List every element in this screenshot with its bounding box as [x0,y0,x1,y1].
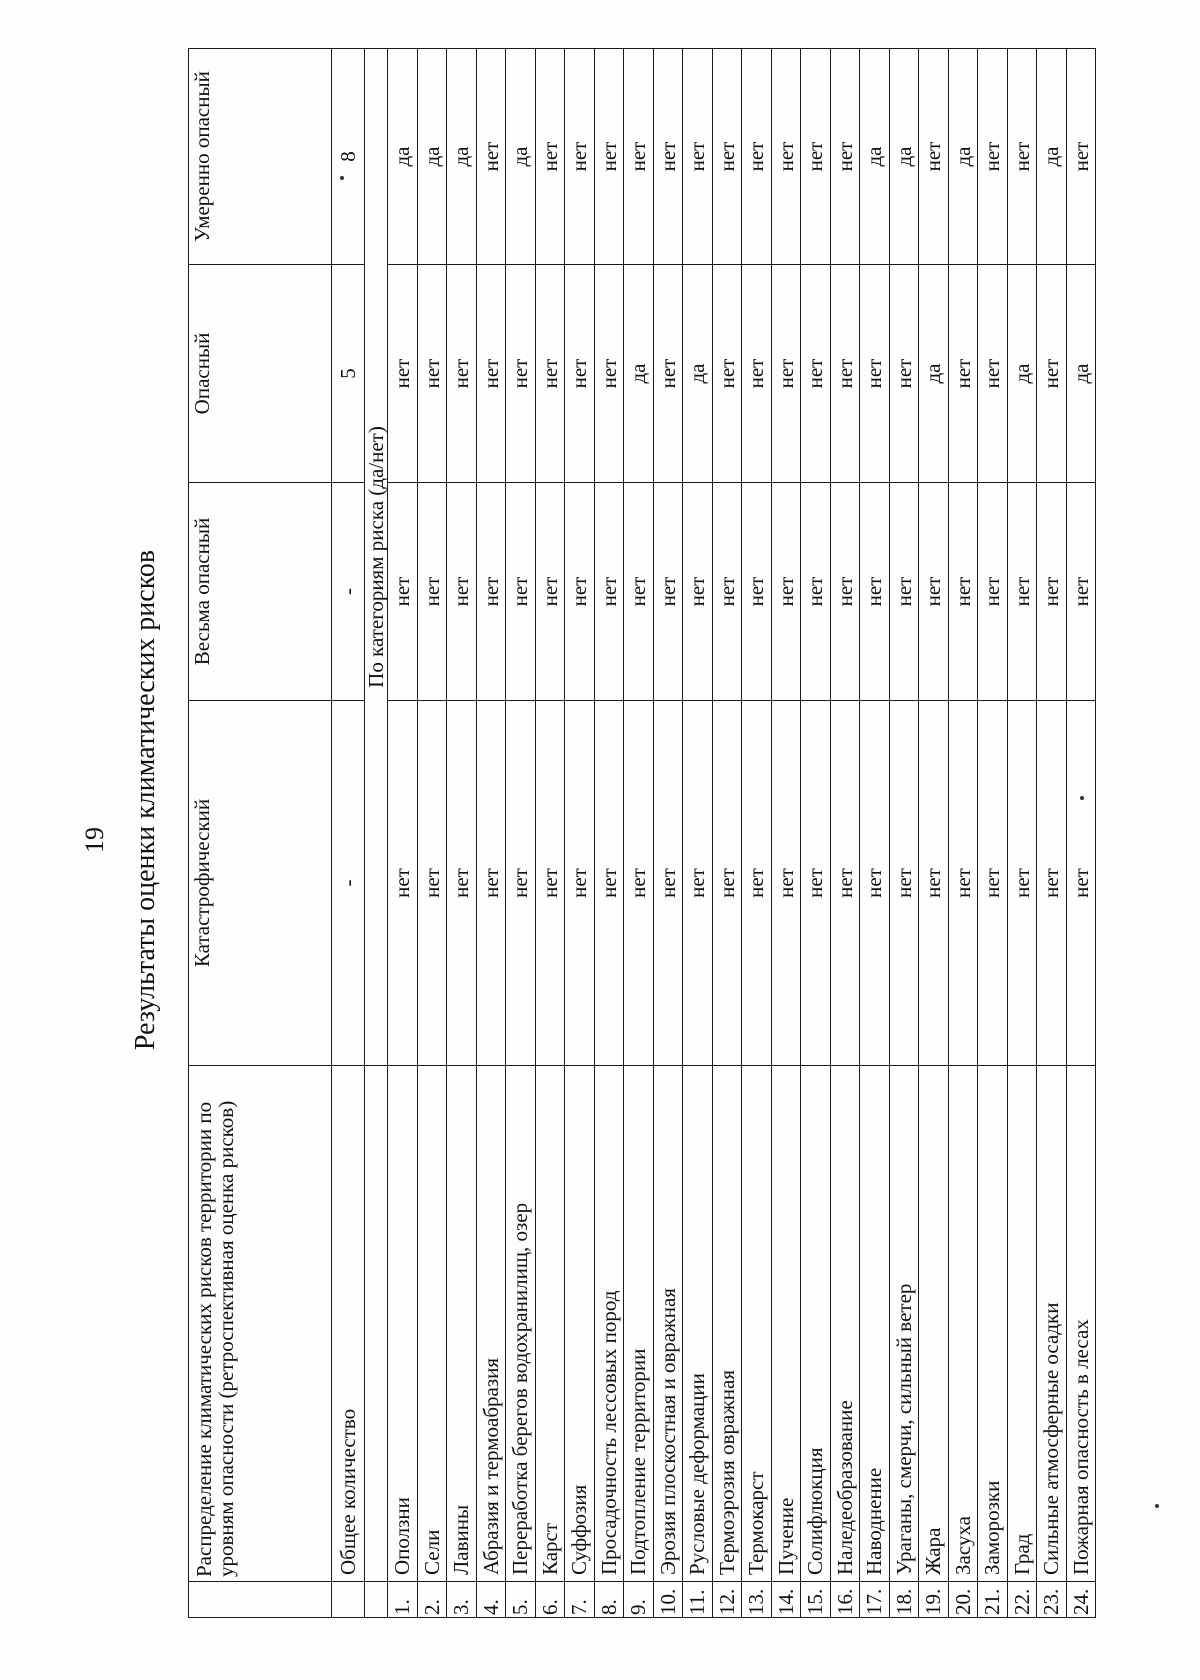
document-title: Результаты оценки климатических рисков [130,549,161,1051]
value-catastrophic: нет [624,701,654,1066]
value-moderately-dangerous: да [860,49,890,265]
value-dangerous: нет [565,265,595,483]
value-very-dangerous: нет [1007,483,1037,701]
section-label: По категориям риска (да/нет) [365,49,388,1066]
row-number: 17. [860,1582,890,1618]
row-number: 3. [447,1582,477,1618]
value-very-dangerous: нет [919,483,949,701]
row-number: 20. [948,1582,978,1618]
value-very-dangerous: нет [948,483,978,701]
row-number: 19. [919,1582,949,1618]
count-very-dangerous: - [332,483,365,701]
table-row [447,49,477,1618]
value-very-dangerous: нет [1066,483,1096,701]
value-very-dangerous: нет [978,483,1008,701]
count-moderately-dangerous: 8 [332,49,365,265]
risk-name: Просадочность лессовых пород [594,1066,624,1582]
row-number: 11. [683,1582,713,1618]
table-row [653,49,683,1618]
risk-name: Оползни [388,1066,418,1582]
row-number: 15. [801,1582,831,1618]
value-moderately-dangerous: нет [1007,49,1037,265]
value-dangerous: да [683,265,713,483]
value-catastrophic: нет [653,701,683,1066]
section-num-cell [365,1582,388,1618]
value-catastrophic: нет [476,701,506,1066]
value-very-dangerous: нет [535,483,565,701]
value-moderately-dangerous: нет [476,49,506,265]
risk-name: Наледеобразование [830,1066,860,1582]
table-row [1007,49,1037,1618]
value-dangerous: нет [742,265,772,483]
header-num-cell [189,1582,332,1618]
value-catastrophic: нет [447,701,477,1066]
value-very-dangerous: нет [801,483,831,701]
risk-name: Лавины [447,1066,477,1582]
row-number: 5. [506,1582,536,1618]
value-very-dangerous: нет [653,483,683,701]
value-dangerous: нет [948,265,978,483]
value-catastrophic: нет [1066,701,1096,1066]
value-moderately-dangerous: нет [830,49,860,265]
table-row [476,49,506,1618]
table-row [712,49,742,1618]
value-dangerous: нет [978,265,1008,483]
risk-name: Переработка берегов водохранилищ, озер [506,1066,536,1582]
row-number: 13. [742,1582,772,1618]
value-catastrophic: нет [388,701,418,1066]
value-moderately-dangerous: нет [535,49,565,265]
row-number: 18. [889,1582,919,1618]
section-row [365,49,388,1618]
value-very-dangerous: нет [565,483,595,701]
header-moderately-dangerous: Умеренно опасный [189,49,332,265]
value-moderately-dangerous: нет [742,49,772,265]
value-moderately-dangerous: нет [624,49,654,265]
table-row [565,49,595,1618]
value-dangerous: нет [506,265,536,483]
value-very-dangerous: нет [712,483,742,701]
row-number: 6. [535,1582,565,1618]
table-row [919,49,949,1618]
value-moderately-dangerous: нет [653,49,683,265]
risk-name: Суффозия [565,1066,595,1582]
table-row [801,49,831,1618]
value-catastrophic: нет [948,701,978,1066]
value-moderately-dangerous: да [447,49,477,265]
value-catastrophic: нет [1007,701,1037,1066]
row-number: 4. [476,1582,506,1618]
value-catastrophic: нет [771,701,801,1066]
value-very-dangerous: нет [1037,483,1067,701]
value-catastrophic: нет [506,701,536,1066]
page-number: 19 [80,827,109,853]
risk-name: Град [1007,1066,1037,1582]
value-dangerous: нет [801,265,831,483]
risk-name: Сильные атмосферные осадки [1037,1066,1067,1582]
scan-speck [1155,1504,1159,1508]
value-very-dangerous: нет [889,483,919,701]
table-row [1066,49,1096,1618]
risk-name: Солифлюкция [801,1066,831,1582]
header-very-dangerous: Весьма опасный [189,483,332,701]
table-row [742,49,772,1618]
value-very-dangerous: нет [594,483,624,701]
value-catastrophic: нет [683,701,713,1066]
value-dangerous: нет [447,265,477,483]
value-catastrophic: нет [594,701,624,1066]
value-dangerous: нет [476,265,506,483]
value-moderately-dangerous: нет [683,49,713,265]
value-moderately-dangerous: нет [978,49,1008,265]
risk-name: Карст [535,1066,565,1582]
value-very-dangerous: нет [388,483,418,701]
header-risk-distribution: Распределение климатических рисков территории по уровням опасности (ретроспективная оценка рисков) [189,1066,332,1582]
table-row [624,49,654,1618]
value-catastrophic: нет [565,701,595,1066]
risk-name: Наводнение [860,1066,890,1582]
row-number: 14. [771,1582,801,1618]
table-row [535,49,565,1618]
value-dangerous: нет [535,265,565,483]
value-dangerous: да [1066,265,1096,483]
value-catastrophic: нет [830,701,860,1066]
row-number: 21. [978,1582,1008,1618]
value-very-dangerous: нет [417,483,447,701]
value-very-dangerous: нет [830,483,860,701]
value-dangerous: нет [712,265,742,483]
value-very-dangerous: нет [771,483,801,701]
value-catastrophic: нет [860,701,890,1066]
row-number: 9. [624,1582,654,1618]
header-dangerous: Опасный [189,265,332,483]
row-number: 2. [417,1582,447,1618]
value-moderately-dangerous: да [417,49,447,265]
value-dangerous: нет [771,265,801,483]
scan-speck [1080,796,1084,800]
row-number: 7. [565,1582,595,1618]
value-catastrophic: нет [801,701,831,1066]
value-moderately-dangerous: нет [565,49,595,265]
count-catastrophic: - [332,701,365,1066]
row-number: 12. [712,1582,742,1618]
table-row [771,49,801,1618]
row-number: 23. [1037,1582,1067,1618]
section-name-cell [365,1066,388,1582]
table-row [1037,49,1067,1618]
value-dangerous: нет [860,265,890,483]
risk-name: Эрозия плоскостная и овражная [653,1066,683,1582]
risk-name: Ураганы, смерчи, сильный ветер [889,1066,919,1582]
row-number: 10. [653,1582,683,1618]
value-very-dangerous: нет [860,483,890,701]
risk-name: Засуха [948,1066,978,1582]
value-moderately-dangerous: нет [712,49,742,265]
value-catastrophic: нет [535,701,565,1066]
scan-speck [340,176,344,180]
row-number: 22. [1007,1582,1037,1618]
value-dangerous: нет [830,265,860,483]
value-catastrophic: нет [889,701,919,1066]
value-dangerous: да [624,265,654,483]
value-dangerous: нет [889,265,919,483]
value-moderately-dangerous: да [388,49,418,265]
table-row [388,49,418,1618]
value-dangerous: да [1007,265,1037,483]
value-moderately-dangerous: да [506,49,536,265]
risk-name: Русловые деформации [683,1066,713,1582]
value-very-dangerous: нет [447,483,477,701]
value-dangerous: нет [388,265,418,483]
value-very-dangerous: нет [742,483,772,701]
total-count-label: Общее количество [332,1066,365,1582]
value-catastrophic: нет [919,701,949,1066]
total-count-row [332,49,365,1618]
value-moderately-dangerous: нет [801,49,831,265]
value-moderately-dangerous: да [1037,49,1067,265]
value-catastrophic: нет [978,701,1008,1066]
value-catastrophic: нет [742,701,772,1066]
risk-name: Пожарная опасность в лесах [1066,1066,1096,1582]
value-dangerous: нет [417,265,447,483]
risk-name: Пучение [771,1066,801,1582]
risk-name: Заморозки [978,1066,1008,1582]
risk-name: Термоэрозия овражная [712,1066,742,1582]
row-number: 1. [388,1582,418,1618]
value-very-dangerous: нет [506,483,536,701]
table-row [417,49,447,1618]
table-row [830,49,860,1618]
table-row [506,49,536,1618]
table-header-row [189,49,332,1618]
value-catastrophic: нет [712,701,742,1066]
value-dangerous: нет [594,265,624,483]
table-row [683,49,713,1618]
risk-name: Абразия и термоабразия [476,1066,506,1582]
row-number: 8. [594,1582,624,1618]
count-num-cell [332,1582,365,1618]
value-moderately-dangerous: нет [919,49,949,265]
value-moderately-dangerous: нет [594,49,624,265]
table-row [889,49,919,1618]
table-row [860,49,890,1618]
value-moderately-dangerous: да [948,49,978,265]
risk-name: Жара [919,1066,949,1582]
risk-name: Сели [417,1066,447,1582]
value-very-dangerous: нет [476,483,506,701]
table-row [978,49,1008,1618]
table-row [594,49,624,1618]
value-moderately-dangerous: нет [771,49,801,265]
table-row [948,49,978,1618]
count-dangerous: 5 [332,265,365,483]
risk-name: Термокарст [742,1066,772,1582]
value-catastrophic: нет [1037,701,1067,1066]
value-very-dangerous: нет [683,483,713,701]
value-moderately-dangerous: да [889,49,919,265]
header-catastrophic: Катастрофический [189,701,332,1066]
value-moderately-dangerous: нет [1066,49,1096,265]
value-dangerous: нет [1037,265,1067,483]
risk-assessment-table [188,48,1096,1618]
risk-name: Подтопление территории [624,1066,654,1582]
row-number: 16. [830,1582,860,1618]
value-very-dangerous: нет [624,483,654,701]
row-number: 24. [1066,1582,1096,1618]
value-catastrophic: нет [417,701,447,1066]
value-dangerous: да [919,265,949,483]
value-dangerous: нет [653,265,683,483]
